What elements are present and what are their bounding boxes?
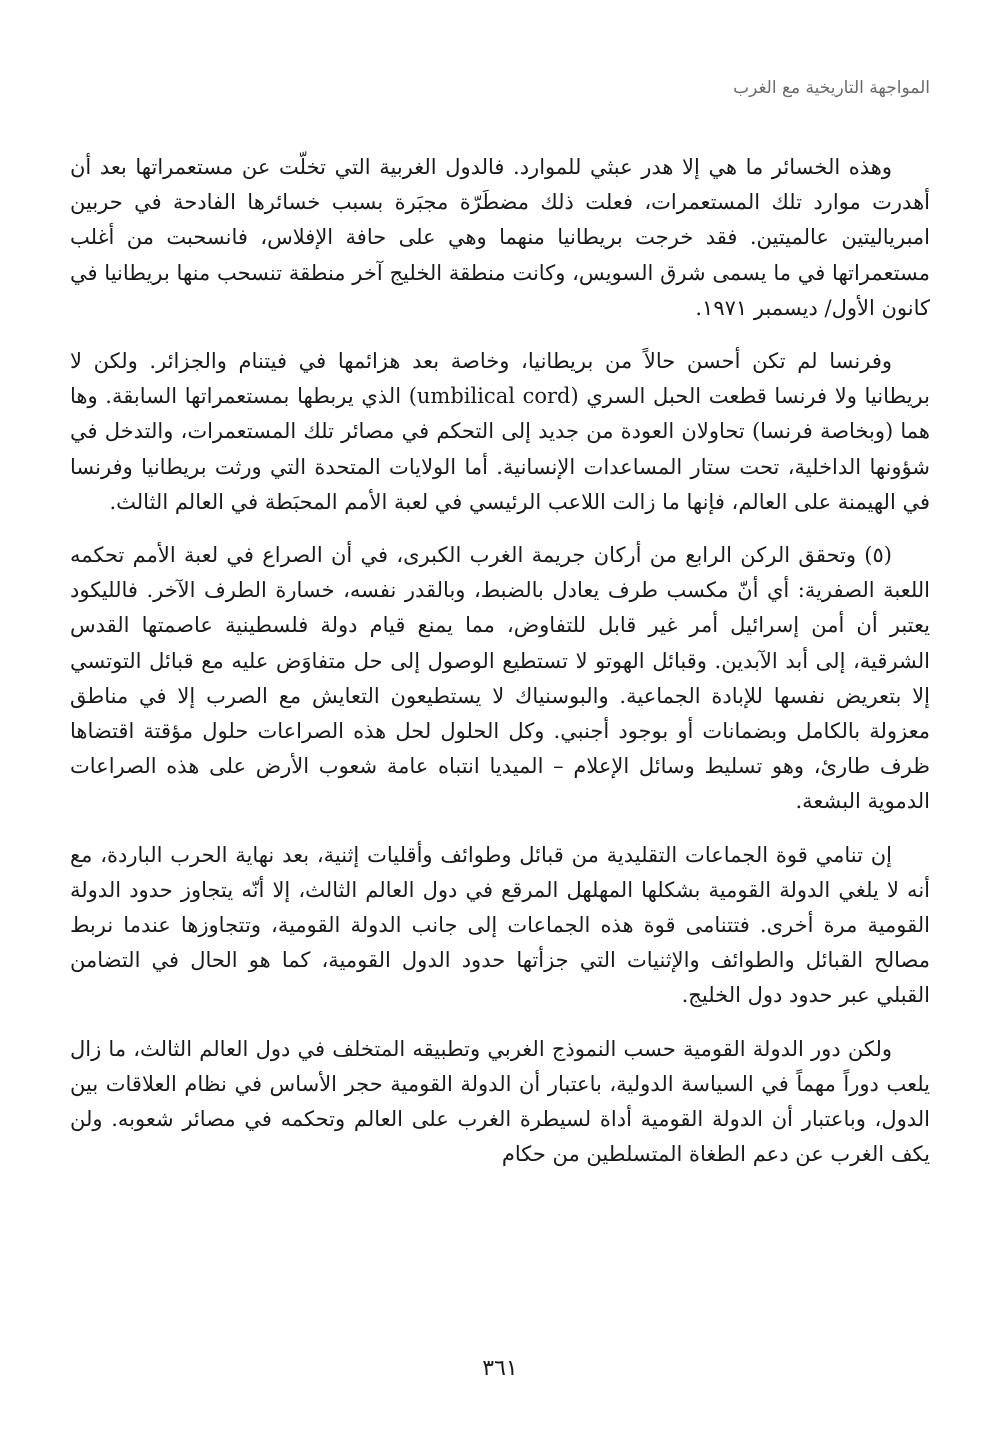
paragraph-5: ولكن دور الدولة القومية حسب النموذج الغربي وتطبيقه المتخلف في دول العالم الثالث، ما زال يلعب دوراً مهماً في السياسة الدولية، باعتبار أن الدولة القومية حجر الأساس في نظام العلاقات بين الدول، وباعتبار أن الدولة القومية أداة لسيطرة الغرب على العالم وتحكمه في مصائر شعوبه. ولن يكف الغرب عن دعم الطغاة المتسلطين من حكام	[70, 1036, 930, 1167]
body-text	[70, 150, 930, 1190]
running-header: المواجهة التاريخية مع الغرب	[733, 78, 930, 98]
paragraph-3: (٥) وتحقق الركن الرابع من أركان جريمة الغرب الكبرى، في أن الصراع في لعبة الأمم تحكمه اللعبة الصفرية: أي أنّ مكسب طرف يعادل بالضبط، وبالقدر نفسه، خسارة الطرف الآخر. فالليكود يعتبر أن أمن إسرائيل أمر غير قابل للتفاوض، مما يمنع قيام دولة فلسطينية عاصمتها القدس الشرقية، إلى أبد الآبدين. وقبائل الهوتو لا تستطيع الوصول إلى حل متفاوَض عليه مع قبائل التوتسي إلا بتعريض نفسها للإبادة الجماعية. والبوسنياك لا يستطيعون التعايش مع الصرب إلا في مناطق معزولة بالكامل وبضمانات أو بوجود أجنبي. وكل الحلول لحل هذه الصراعات حلول مؤقتة اقتضاها ظرف طارئ، وهو تسليط وسائل الإعلام – الميديا انتباه عامة شعوب الأرض على هذه الصراعات الدموية البشعة.	[70, 543, 930, 814]
page-number: ٣٦١	[482, 1356, 518, 1381]
paragraph-1: وهذه الخسائر ما هي إلا هدر عبثي للموارد. فالدول الغربية التي تخلّت عن مستعمراتها بعد أن أهدرت موارد تلك المستعمرات، فعلت ذلك مضطَرّة مجبَرة بسبب خسائرها الفادحة في حربين امبرياليتين عالميتين. فقد خرجت بريطانيا منهما وهي على حافة الإفلاس، فانسحبت من أغلب مستعمراتها في ما يسمى شرق السويس، وكانت منطقة الخليج آخر منطقة تنسحب منها بريطانيا في كانون الأول/ ديسمبر ١٩٧١.	[70, 155, 930, 320]
paragraph-2: وفرنسا لم تكن أحسن حالاً من بريطانيا، وخاصة بعد هزائمها في فيتنام والجزائر. ولكن لا بريطانيا ولا فرنسا قطعت الحبل السري (umbilical cord) الذي يربطها بمستعمراتها السابقة. وها هما (وبخاصة فرنسا) تحاولان العودة من جديد إلى التحكم في مصائر تلك المستعمرات، والتدخل في شؤونها الداخلية، تحت ستار المساعدات الإنسانية. أما الولايات المتحدة التي ورثت بريطانيا وفرنسا في الهيمنة على العالم، فإنها ما زالت اللاعب الرئيسي في لعبة الأمم المحبَطة في العالم الثالث.	[70, 349, 930, 514]
paragraph-4: إن تنامي قوة الجماعات التقليدية من قبائل وطوائف وأقليات إثنية، بعد نهاية الحرب الباردة، مع أنه لا يلغي الدولة القومية بشكلها المهلهل المرقع في دول العالم الثالث، إلا أنّه يتجاوز حدود الدولة القومية مرة أخرى. فتتنامى قوة هذه الجماعات إلى جانب الدولة القومية، وتتجاوزها عندما نربط مصالح القبائل والطوائف والإثنيات التي جزأتها حدود الدول القومية، كما هو الحال في التضامن القبلي عبر حدود دول الخليج.	[70, 842, 930, 1008]
